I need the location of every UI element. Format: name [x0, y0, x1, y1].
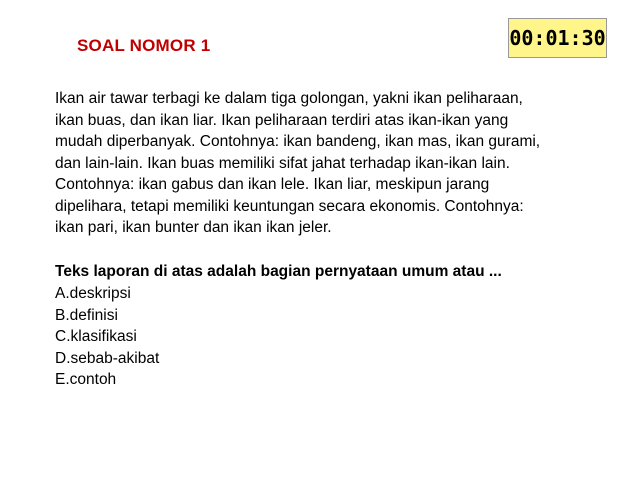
passage-line: ikan pari, ikan bunter dan ikan ikan jeler.: [55, 219, 332, 236]
passage-line: Ikan air tawar terbagi ke dalam tiga golongan, yakni ikan peliharaan,: [55, 90, 523, 107]
passage-line: mudah diperbanyak. Contohnya: ikan bandeng, ikan mas, ikan gurami,: [55, 133, 541, 150]
countdown-timer: 00:01:30: [508, 18, 607, 58]
option-b[interactable]: B.definisi: [55, 306, 118, 324]
option-a[interactable]: A.deskripsi: [55, 285, 131, 302]
passage-line: dipelihara, tetapi memiliki keuntungan secara ekonomis. Contohnya:: [55, 197, 524, 215]
question-text: Teks laporan di atas adalah bagian pernyataan umum atau ...: [55, 263, 502, 280]
passage-line: Contohnya: ikan gabus dan ikan lele. Ikan liar, meskipun jarang: [55, 176, 490, 193]
reading-passage: [55, 88, 630, 239]
question-number-title: SOAL NOMOR 1: [77, 36, 211, 55]
option-d[interactable]: D.sebab-akibat: [55, 349, 160, 367]
answer-options: [55, 283, 159, 391]
option-e[interactable]: E.contoh: [55, 371, 117, 388]
passage-line: ikan buas, dan ikan liar. Ikan peliharaan terdiri atas ikan-ikan yang: [55, 111, 509, 129]
passage-line: dan lain-lain. Ikan buas memiliki sifat jahat terhadap ikan-ikan lain.: [55, 154, 510, 172]
option-c[interactable]: C.klasifikasi: [55, 328, 137, 345]
